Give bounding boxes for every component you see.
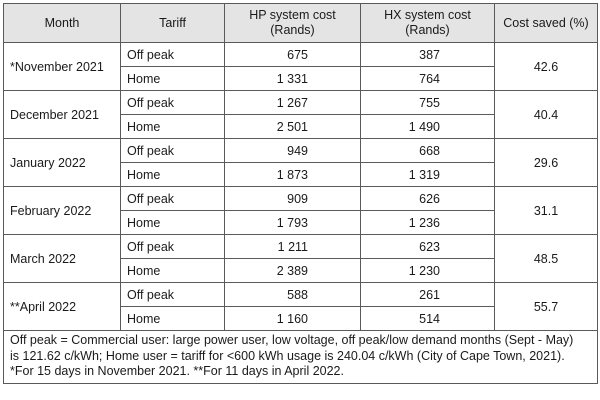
table-row (4, 43, 598, 67)
footnote-row (4, 331, 598, 384)
hp-cost-cell: 949 (225, 139, 361, 163)
table-body (4, 43, 598, 331)
header-hp-line2: (Rands) (270, 23, 315, 37)
hx-cost-cell: 1 230 (361, 259, 495, 283)
hp-cost-cell: 1 160 (225, 307, 361, 331)
hp-cost-cell: 909 (225, 187, 361, 211)
cost-saved-cell: 42.6 (495, 43, 598, 91)
hx-cost-cell: 755 (361, 91, 495, 115)
header-month: Month (4, 4, 121, 43)
hx-cost-cell: 514 (361, 307, 495, 331)
tariff-cell: Home (121, 211, 225, 235)
table-row (4, 283, 598, 307)
tariff-cell: Off peak (121, 139, 225, 163)
cost-table (3, 3, 598, 384)
month-cell: **April 2022 (4, 283, 121, 331)
hp-cost-cell: 1 211 (225, 235, 361, 259)
header-cost-saved: Cost saved (%) (495, 4, 598, 43)
cost-saved-cell: 40.4 (495, 91, 598, 139)
footnote (4, 331, 598, 384)
footnote-line: is 121.62 c/kWh; Home user = tariff for <600 kWh usage is 240.04 c/kWh (City of Cape Town, 2021). (10, 348, 565, 363)
table-row (4, 139, 598, 163)
tariff-cell: Home (121, 67, 225, 91)
header-tariff: Tariff (121, 4, 225, 43)
hp-cost-cell: 1 267 (225, 91, 361, 115)
tariff-cell: Off peak (121, 235, 225, 259)
hp-cost-cell: 1 793 (225, 211, 361, 235)
hp-cost-cell: 1 331 (225, 67, 361, 91)
hx-cost-cell: 387 (361, 43, 495, 67)
cost-saved-cell: 29.6 (495, 139, 598, 187)
month-cell: March 2022 (4, 235, 121, 283)
hx-cost-cell: 1 319 (361, 163, 495, 187)
hp-cost-cell: 675 (225, 43, 361, 67)
hx-cost-cell: 1 236 (361, 211, 495, 235)
tariff-cell: Home (121, 163, 225, 187)
month-cell: December 2021 (4, 91, 121, 139)
hp-cost-cell: 2 501 (225, 115, 361, 139)
tariff-cell: Off peak (121, 43, 225, 67)
tariff-cell: Home (121, 115, 225, 139)
tariff-cell: Off peak (121, 187, 225, 211)
tariff-cell: Off peak (121, 283, 225, 307)
hp-cost-cell: 2 389 (225, 259, 361, 283)
hx-cost-cell: 1 490 (361, 115, 495, 139)
cost-saved-cell: 55.7 (495, 283, 598, 331)
hx-cost-cell: 764 (361, 67, 495, 91)
cost-saved-cell: 31.1 (495, 187, 598, 235)
month-cell: February 2022 (4, 187, 121, 235)
month-cell: *November 2021 (4, 43, 121, 91)
hx-cost-cell: 261 (361, 283, 495, 307)
header-hp-cost (225, 4, 361, 43)
tariff-cell: Off peak (121, 91, 225, 115)
tariff-cell: Home (121, 259, 225, 283)
hx-cost-cell: 623 (361, 235, 495, 259)
header-hx-line1: HX system cost (384, 8, 471, 22)
cost-saved-cell: 48.5 (495, 235, 598, 283)
header-hp-line1: HP system cost (249, 8, 336, 22)
table-row (4, 91, 598, 115)
hx-cost-cell: 626 (361, 187, 495, 211)
month-cell: January 2022 (4, 139, 121, 187)
footnote-line: *For 15 days in November 2021. **For 11 days in April 2022. (10, 364, 344, 378)
hp-cost-cell: 588 (225, 283, 361, 307)
table-row (4, 187, 598, 211)
header-hx-line2: (Rands) (405, 23, 450, 37)
tariff-cell: Home (121, 307, 225, 331)
table-row (4, 235, 598, 259)
footnote-line: Off peak = Commercial user: large power user, low voltage, off peak/low demand months (Sept - May) (10, 333, 574, 347)
hp-cost-cell: 1 873 (225, 163, 361, 187)
header-row (4, 4, 598, 43)
header-hx-cost (361, 4, 495, 43)
hx-cost-cell: 668 (361, 139, 495, 163)
